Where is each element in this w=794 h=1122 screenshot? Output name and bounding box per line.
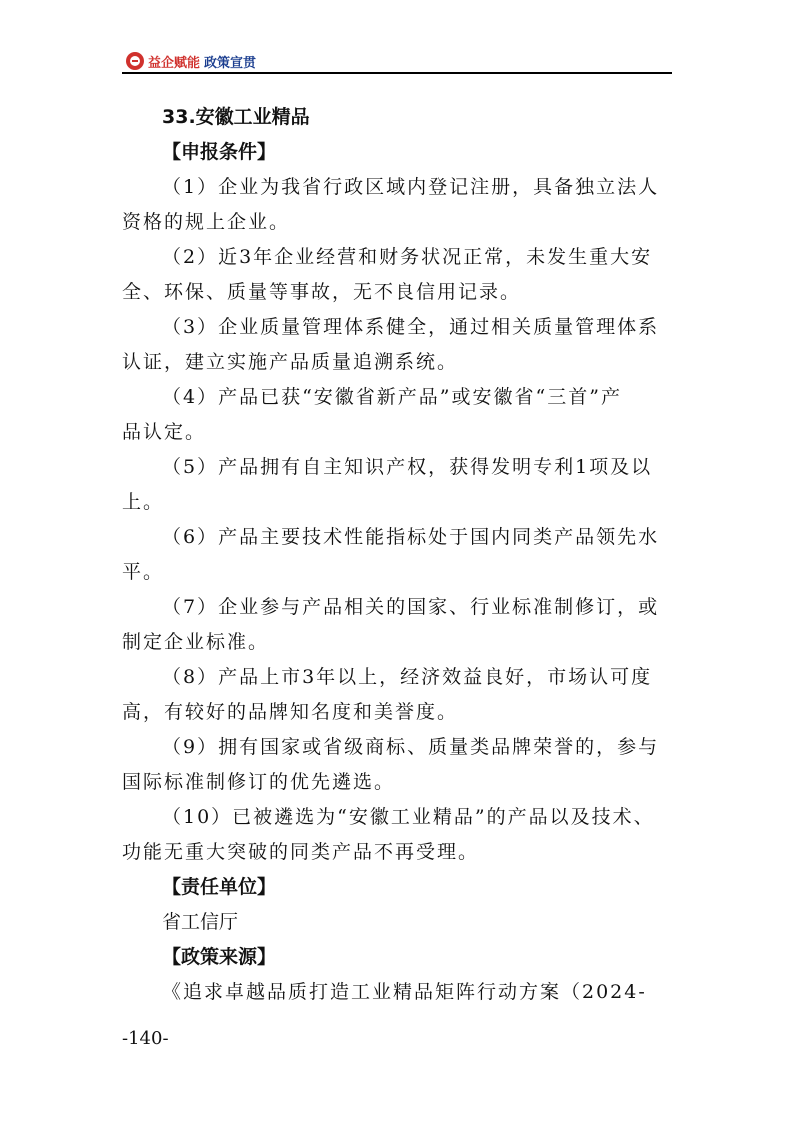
header-brand: 益企赋能 [148,55,201,71]
document-body [122,100,682,1010]
condition-5-line-1: （5）产品拥有自主知识产权，获得发明专利1项及以 [162,456,653,478]
condition-1-line-1: （1）企业为我省行政区域内登记注册，具备独立法人 [162,176,660,198]
condition-6-line-2: 平。 [122,561,165,583]
source-heading: 【政策来源】 [162,946,277,968]
condition-4-line-2: 品认定。 [122,421,207,443]
condition-5-line-2: 上。 [122,491,165,513]
condition-10-line-2: 功能无重大突破的同类产品不再受理。 [122,841,480,863]
section-title: 33.安徽工业精品 [162,106,310,128]
source-text: 《追求卓越品质打造工业精品矩阵行动方案（2024- [162,981,647,1003]
condition-10-line-1: （10）已被遴选为“安徽工业精品”的产品以及技术、 [162,806,655,828]
condition-3-line-2: 认证，建立实施产品质量追溯系统。 [122,351,459,373]
responsibility-heading: 【责任单位】 [162,876,277,898]
condition-7-line-1: （7）企业参与产品相关的国家、行业标准制修订，或 [162,596,660,618]
condition-2-line-2: 全、环保、质量等事故，无不良信用记录。 [122,281,522,303]
condition-7-line-2: 制定企业标准。 [122,631,270,653]
header-divider [122,72,672,74]
condition-9-line-2: 国际标准制修订的优先遴选。 [122,771,396,793]
condition-8-line-2: 高，有较好的品牌知名度和美誉度。 [122,701,459,723]
condition-6-line-1: （6）产品主要技术性能指标处于国内同类产品领先水 [162,526,660,548]
header-slogan: 政策宣贯 [204,55,257,71]
responsibility-unit: 省工信厅 [162,911,239,933]
page-header [126,50,256,72]
condition-3-line-1: （3）企业质量管理体系健全，通过相关质量管理体系 [162,316,660,338]
condition-2-line-1: （2）近3年企业经营和财务状况正常，未发生重大安 [162,246,653,268]
condition-1-line-2: 资格的规上企业。 [122,211,291,233]
conditions-heading: 【申报条件】 [162,141,277,163]
condition-4-line-1: （4）产品已获“安徽省新产品”或安徽省“三首”产 [162,386,622,408]
condition-8-line-1: （8）产品上市3年以上，经济效益良好，市场认可度 [162,666,653,688]
page-number: -140- [122,1028,169,1049]
condition-9-line-1: （9）拥有国家或省级商标、质量类品牌荣誉的，参与 [162,736,660,758]
company-logo-icon [126,52,144,70]
